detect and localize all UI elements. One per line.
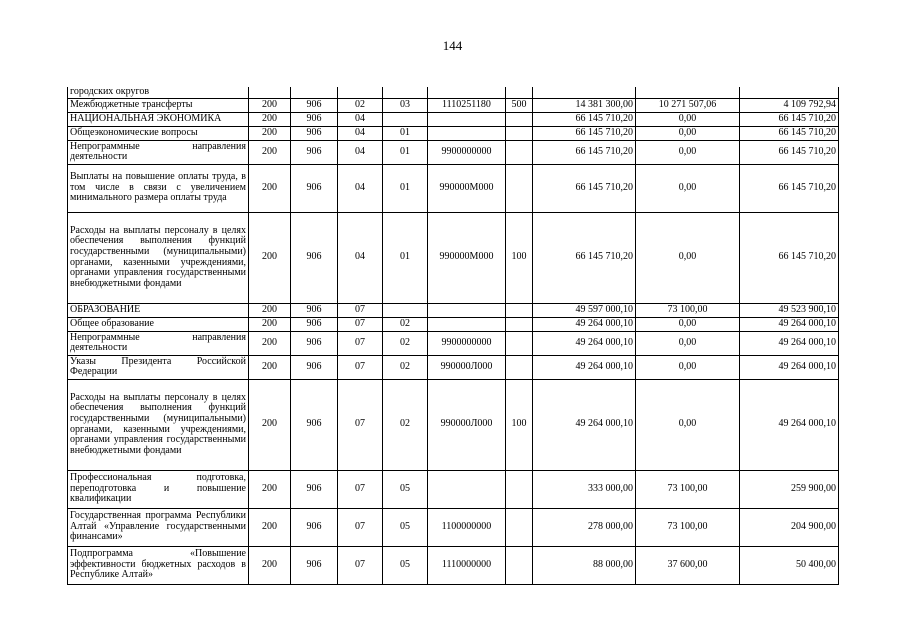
- cell-gr: 200: [249, 164, 291, 212]
- cell-csr: 1110000000: [428, 546, 506, 584]
- cell-ved: 906: [291, 140, 338, 164]
- table-row: [68, 355, 839, 379]
- cell-vr: [506, 164, 533, 212]
- cell-total: 49 597 000,10: [533, 303, 636, 317]
- cell-federal: 10 271 507,06: [636, 98, 740, 112]
- cell-rz: 07: [338, 331, 383, 355]
- cell-pr: 02: [383, 317, 428, 331]
- cell-gr: 200: [249, 212, 291, 303]
- cell-rz: 07: [338, 303, 383, 317]
- row-name: Указы Президента Российской Федерации: [68, 355, 249, 379]
- cell-ved: 906: [291, 303, 338, 317]
- cell-pr: 01: [383, 126, 428, 140]
- cell-csr: [428, 112, 506, 126]
- cell-rz: 02: [338, 98, 383, 112]
- cell-csr: [428, 87, 506, 98]
- cell-total: 66 145 710,20: [533, 164, 636, 212]
- cell-regional: 259 900,00: [740, 470, 839, 508]
- table-row: [68, 112, 839, 126]
- cell-federal: 0,00: [636, 126, 740, 140]
- cell-gr: 200: [249, 355, 291, 379]
- cell-regional: [740, 87, 839, 98]
- cell-vr: [506, 508, 533, 546]
- cell-rz: [338, 87, 383, 98]
- table-row: [68, 331, 839, 355]
- cell-regional: 49 523 900,10: [740, 303, 839, 317]
- cell-regional: 49 264 000,10: [740, 331, 839, 355]
- cell-rz: 07: [338, 379, 383, 470]
- cell-ved: 906: [291, 317, 338, 331]
- cell-csr: [428, 303, 506, 317]
- cell-federal: 73 100,00: [636, 470, 740, 508]
- table-row: [68, 470, 839, 508]
- cell-ved: 906: [291, 112, 338, 126]
- cell-federal: 0,00: [636, 112, 740, 126]
- table-row: [68, 508, 839, 546]
- cell-regional: 204 900,00: [740, 508, 839, 546]
- table-row: [68, 164, 839, 212]
- cell-federal: 0,00: [636, 212, 740, 303]
- row-name: ОБРАЗОВАНИЕ: [68, 303, 249, 317]
- cell-pr: 05: [383, 470, 428, 508]
- cell-pr: 01: [383, 164, 428, 212]
- cell-vr: [506, 546, 533, 584]
- cell-pr: 02: [383, 379, 428, 470]
- cell-csr: 9900000000: [428, 140, 506, 164]
- cell-total: 49 264 000,10: [533, 331, 636, 355]
- cell-regional: 66 145 710,20: [740, 112, 839, 126]
- cell-regional: 49 264 000,10: [740, 379, 839, 470]
- row-name: Непрограммные направления деятельности: [68, 140, 249, 164]
- cell-federal: 73 100,00: [636, 303, 740, 317]
- cell-pr: 01: [383, 140, 428, 164]
- cell-rz: 04: [338, 212, 383, 303]
- cell-vr: 100: [506, 212, 533, 303]
- cell-total: 88 000,00: [533, 546, 636, 584]
- cell-ved: 906: [291, 508, 338, 546]
- cell-rz: 04: [338, 140, 383, 164]
- cell-pr: [383, 303, 428, 317]
- row-name: Общее образование: [68, 317, 249, 331]
- cell-total: 66 145 710,20: [533, 140, 636, 164]
- cell-rz: 07: [338, 317, 383, 331]
- table-row: [68, 303, 839, 317]
- cell-rz: 04: [338, 112, 383, 126]
- table-row: [68, 140, 839, 164]
- cell-total: 66 145 710,20: [533, 212, 636, 303]
- row-name: Общеэкономические вопросы: [68, 126, 249, 140]
- cell-rz: 04: [338, 126, 383, 140]
- cell-csr: [428, 126, 506, 140]
- cell-gr: 200: [249, 126, 291, 140]
- row-name: НАЦИОНАЛЬНАЯ ЭКОНОМИКА: [68, 112, 249, 126]
- cell-vr: 100: [506, 379, 533, 470]
- cell-vr: 500: [506, 98, 533, 112]
- cell-gr: 200: [249, 140, 291, 164]
- cell-federal: 0,00: [636, 140, 740, 164]
- cell-pr: 05: [383, 546, 428, 584]
- cell-csr: 990000Л000: [428, 355, 506, 379]
- cell-total: 333 000,00: [533, 470, 636, 508]
- cell-gr: 200: [249, 317, 291, 331]
- page-number: 144: [442, 38, 463, 53]
- cell-vr: [506, 126, 533, 140]
- cell-total: 49 264 000,10: [533, 379, 636, 470]
- cell-ved: 906: [291, 98, 338, 112]
- cell-total: 49 264 000,10: [533, 317, 636, 331]
- cell-csr: 1100000000: [428, 508, 506, 546]
- cell-gr: 200: [249, 379, 291, 470]
- cell-vr: [506, 331, 533, 355]
- row-name: городских округов: [68, 87, 249, 98]
- cell-total: 278 000,00: [533, 508, 636, 546]
- cell-ved: 906: [291, 355, 338, 379]
- cell-federal: 0,00: [636, 331, 740, 355]
- cell-ved: 906: [291, 379, 338, 470]
- cell-ved: [291, 87, 338, 98]
- cell-gr: 200: [249, 470, 291, 508]
- cell-rz: 04: [338, 164, 383, 212]
- cell-pr: 02: [383, 331, 428, 355]
- row-name: Государственная программа Республики Алтай «Управление государственными финансами»: [68, 508, 249, 546]
- cell-vr: [506, 470, 533, 508]
- row-name: Выплаты на повышение оплаты труда, в том числе в связи с увеличением минимального размера оплаты труда: [68, 164, 249, 212]
- cell-total: 66 145 710,20: [533, 112, 636, 126]
- row-name: Расходы на выплаты персоналу в целях обеспечения выполнения функций государственными (муниципальными) органами, казенными учреждениями, органами управления государственными внебюджетными фондами: [68, 212, 249, 303]
- cell-federal: 37 600,00: [636, 546, 740, 584]
- cell-pr: [383, 112, 428, 126]
- cell-pr: 05: [383, 508, 428, 546]
- cell-csr: 990000М000: [428, 212, 506, 303]
- table-row: [68, 212, 839, 303]
- cell-vr: [506, 303, 533, 317]
- cell-gr: [249, 87, 291, 98]
- row-name: Непрограммные направления деятельности: [68, 331, 249, 355]
- cell-regional: 66 145 710,20: [740, 212, 839, 303]
- cell-gr: 200: [249, 303, 291, 317]
- cell-ved: 906: [291, 164, 338, 212]
- cell-vr: [506, 140, 533, 164]
- cell-gr: 200: [249, 112, 291, 126]
- cell-gr: 200: [249, 331, 291, 355]
- cell-csr: 990000М000: [428, 164, 506, 212]
- cell-ved: 906: [291, 212, 338, 303]
- cell-regional: 66 145 710,20: [740, 164, 839, 212]
- cell-ved: 906: [291, 546, 338, 584]
- cell-regional: 66 145 710,20: [740, 126, 839, 140]
- cell-rz: 07: [338, 508, 383, 546]
- cell-pr: 02: [383, 355, 428, 379]
- cell-vr: [506, 317, 533, 331]
- cell-ved: 906: [291, 470, 338, 508]
- cell-vr: [506, 112, 533, 126]
- cell-regional: 49 264 000,10: [740, 317, 839, 331]
- cell-regional: 4 109 792,94: [740, 98, 839, 112]
- cell-federal: 0,00: [636, 379, 740, 470]
- cell-regional: 66 145 710,20: [740, 140, 839, 164]
- cell-total: [533, 87, 636, 98]
- cell-rz: 07: [338, 546, 383, 584]
- cell-vr: [506, 87, 533, 98]
- cell-ved: 906: [291, 126, 338, 140]
- cell-csr: 990000Л000: [428, 379, 506, 470]
- cell-csr: [428, 470, 506, 508]
- table-row: [68, 317, 839, 331]
- cell-csr: 9900000000: [428, 331, 506, 355]
- cell-regional: 50 400,00: [740, 546, 839, 584]
- cell-gr: 200: [249, 508, 291, 546]
- cell-federal: 73 100,00: [636, 508, 740, 546]
- cell-vr: [506, 355, 533, 379]
- table-row: [68, 126, 839, 140]
- row-name: Расходы на выплаты персоналу в целях обеспечения выполнения функций государственными (муниципальными) органами, казенными учреждениями, органами управления государственными внебюджетными фондами: [68, 379, 249, 470]
- cell-federal: 0,00: [636, 164, 740, 212]
- cell-total: 66 145 710,20: [533, 126, 636, 140]
- cell-csr: 1110251180: [428, 98, 506, 112]
- cell-gr: 200: [249, 98, 291, 112]
- row-name: Подпрограмма «Повышение эффективности бюджетных расходов в Республике Алтай»: [68, 546, 249, 584]
- budget-table: [67, 87, 839, 585]
- cell-ved: 906: [291, 331, 338, 355]
- cell-rz: 07: [338, 470, 383, 508]
- cell-regional: 49 264 000,10: [740, 355, 839, 379]
- cell-gr: 200: [249, 546, 291, 584]
- cell-total: 14 381 300,00: [533, 98, 636, 112]
- row-name: Профессиональная подготовка, переподготовка и повышение квалификации: [68, 470, 249, 508]
- cell-total: 49 264 000,10: [533, 355, 636, 379]
- cell-federal: 0,00: [636, 355, 740, 379]
- cell-pr: 01: [383, 212, 428, 303]
- table-row: [68, 546, 839, 584]
- table-row: [68, 87, 839, 98]
- cell-pr: [383, 87, 428, 98]
- table-row: [68, 379, 839, 470]
- cell-csr: [428, 317, 506, 331]
- row-name: Межбюджетные трансферты: [68, 98, 249, 112]
- cell-rz: 07: [338, 355, 383, 379]
- cell-federal: [636, 87, 740, 98]
- cell-pr: 03: [383, 98, 428, 112]
- table-row: [68, 98, 839, 112]
- cell-federal: 0,00: [636, 317, 740, 331]
